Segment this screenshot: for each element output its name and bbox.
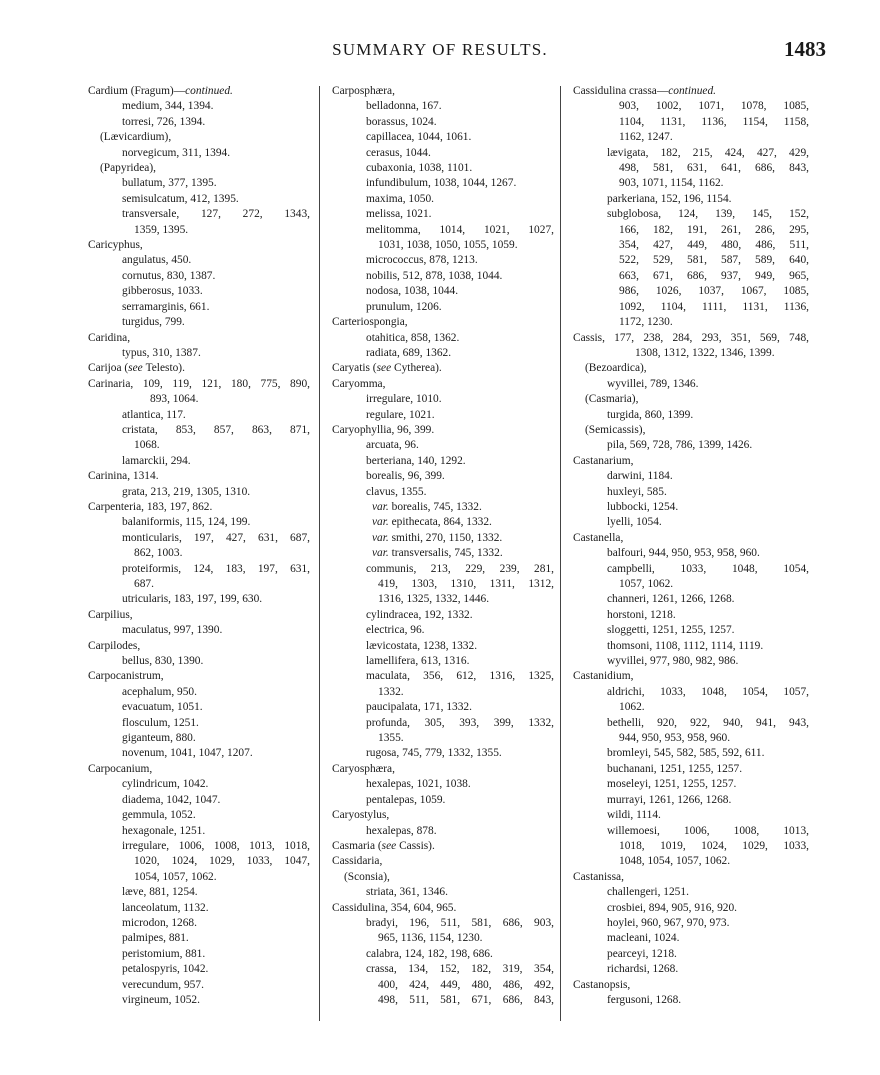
index-entry: (Casmaria),	[585, 393, 639, 406]
index-heading: Carinaria, 109, 119, 121, 180, 775, 890,	[88, 377, 310, 390]
index-entry: 893, 1064.	[150, 393, 199, 406]
index-entry: radiata, 689, 1362.	[366, 346, 452, 359]
index-entry: 903, 1002, 1071, 1078, 1085,	[619, 100, 809, 113]
index-entry: berteriana, 140, 1292.	[366, 454, 466, 467]
index-entry: 687.	[134, 578, 154, 590]
index-entry: 1316, 1325, 1332, 1446.	[378, 593, 490, 606]
index-entry: parkeriana, 152, 196, 1154.	[607, 192, 732, 205]
index-entry: 1018, 1019, 1024, 1029, 1033,	[619, 839, 809, 852]
index-entry: 1104, 1131, 1136, 1154, 1158,	[619, 115, 809, 128]
index-entry: crassa, 134, 152, 182, 319, 354,	[366, 963, 554, 976]
index-entry: bethelli, 920, 922, 940, 941, 943,	[607, 716, 809, 729]
index-entry: horstoni, 1218.	[607, 608, 676, 621]
index-column-2	[332, 84, 554, 1008]
index-heading: Caryostylus,	[332, 809, 390, 822]
index-entry: pentalepas, 1059.	[366, 793, 446, 806]
index-entry: hexalepas, 1021, 1038.	[366, 778, 471, 791]
index-entry: pearceyi, 1218.	[607, 947, 677, 960]
index-entry: (Semicassis),	[585, 423, 646, 436]
index-entry: richardsi, 1268.	[607, 963, 679, 976]
index-entry: communis, 213, 229, 239, 281,	[366, 562, 554, 575]
index-heading: Cassidaria,	[332, 855, 383, 868]
index-entry: 419, 1303, 1310, 1311, 1312,	[378, 578, 554, 590]
index-heading: Castanarium,	[573, 454, 634, 467]
index-entry: 663, 671, 686, 937, 949, 965,	[619, 269, 809, 282]
index-entry: macleani, 1024.	[607, 932, 680, 945]
index-entry: cylindracea, 192, 1332.	[366, 608, 473, 621]
index-entry: fergusoni, 1268.	[607, 993, 682, 1006]
index-entry: wildi, 1114.	[607, 809, 661, 822]
index-entry: novenum, 1041, 1047, 1207.	[122, 747, 253, 760]
index-entry: hexagonale, 1251.	[122, 824, 206, 837]
index-heading: Carpenteria, 183, 197, 862.	[88, 500, 213, 513]
index-entry: 400, 424, 449, 480, 486, 492,	[378, 978, 554, 991]
index-entry: virgineum, 1052.	[122, 993, 200, 1006]
index-entry: 944, 950, 953, 958, 960.	[619, 732, 731, 745]
index-entry: monticularis, 197, 427, 631, 687,	[122, 531, 310, 544]
index-heading: Carteriospongia,	[332, 316, 408, 329]
index-entry: petalospyris, 1042.	[122, 963, 209, 976]
index-entry: acephalum, 950.	[122, 685, 197, 698]
index-entry: 1020, 1024, 1029, 1033, 1047,	[134, 855, 310, 868]
index-entry: wyvillei, 977, 980, 982, 986.	[607, 655, 739, 668]
index-entry: 862, 1003.	[134, 547, 183, 560]
index-entry: bromleyi, 545, 582, 585, 592, 611.	[607, 747, 765, 760]
index-entry: darwini, 1184.	[607, 470, 673, 483]
index-entry: var. transversalis, 745, 1332.	[372, 547, 503, 560]
index-entry: 1355.	[378, 732, 404, 745]
index-heading: Caryomma,	[332, 377, 386, 390]
index-heading: Carposphæra,	[332, 85, 395, 97]
column-divider	[560, 86, 561, 1021]
index-entry: melitomma, 1014, 1021, 1027,	[366, 223, 554, 236]
index-entry: striata, 361, 1346.	[366, 886, 448, 899]
index-entry: 1172, 1230.	[619, 316, 673, 329]
index-entry: 1068.	[134, 439, 160, 452]
index-entry: clavus, 1355.	[366, 485, 427, 498]
index-entry: bellus, 830, 1390.	[122, 655, 204, 668]
index-entry: micrococcus, 878, 1213.	[366, 254, 478, 267]
index-entry: borealis, 96, 399.	[366, 470, 445, 483]
index-entry: 1048, 1054, 1057, 1062.	[619, 855, 731, 868]
index-entry: rugosa, 745, 779, 1332, 1355.	[366, 747, 502, 760]
index-entry: 1057, 1062.	[619, 578, 674, 590]
index-entry: læve, 881, 1254.	[122, 886, 198, 899]
index-entry: evacuatum, 1051.	[122, 701, 203, 714]
index-heading: Caridina,	[88, 331, 131, 344]
index-entry: lyelli, 1054.	[607, 516, 662, 529]
index-heading: Carpocanistrum,	[88, 670, 164, 683]
index-heading: Castanopsis,	[573, 978, 631, 991]
page-header	[0, 37, 880, 64]
index-entry: profunda, 305, 393, 399, 1332,	[366, 716, 554, 729]
index-entry: lanceolatum, 1132.	[122, 901, 209, 914]
index-entry: 903, 1071, 1154, 1162.	[619, 177, 724, 190]
index-entry: 166, 182, 191, 261, 286, 295,	[619, 223, 809, 236]
index-heading: Caryatis (see Cytherea).	[332, 362, 442, 375]
index-entry: challengeri, 1251.	[607, 886, 689, 899]
index-entry: semisulcatum, 412, 1395.	[122, 192, 239, 205]
index-entry: hoylei, 960, 967, 970, 973.	[607, 916, 730, 929]
index-heading: Carijoa (see Telesto).	[88, 362, 185, 375]
index-entry: otahitica, 858, 1362.	[366, 331, 460, 344]
index-entry: lævicostata, 1238, 1332.	[366, 639, 478, 652]
index-entry: (Papyridea),	[100, 162, 156, 175]
index-entry: giganteum, 880.	[122, 732, 196, 745]
index-entry: buchanani, 1251, 1255, 1257.	[607, 762, 743, 775]
index-entry: atlantica, 117.	[122, 408, 186, 421]
index-heading: Cassidulina crassa—continued.	[573, 85, 716, 97]
index-entry: gibberosus, 1033.	[122, 285, 203, 298]
index-entry: irregulare, 1006, 1008, 1013, 1018,	[122, 839, 310, 852]
index-entry: lubbocki, 1254.	[607, 500, 679, 513]
index-entry: 522, 529, 581, 587, 589, 640,	[619, 254, 809, 267]
index-entry: norvegicum, 311, 1394.	[122, 146, 231, 159]
index-entry: (Lævicardium),	[100, 131, 172, 144]
index-heading: Castanella,	[573, 531, 624, 544]
index-entry: angulatus, 450.	[122, 254, 192, 267]
index-entry: thomsoni, 1108, 1112, 1114, 1119.	[607, 639, 764, 652]
index-entry: subglobosa, 124, 139, 145, 152,	[607, 208, 809, 221]
index-entry: maculata, 356, 612, 1316, 1325,	[366, 670, 554, 683]
index-entry: var. epithecata, 864, 1332.	[372, 516, 492, 529]
index-entry: turgidus, 799.	[122, 316, 185, 329]
index-entry: balaniformis, 115, 124, 199.	[122, 516, 251, 529]
index-entry: campbelli, 1033, 1048, 1054,	[607, 562, 809, 575]
index-heading: Carpilodes,	[88, 639, 141, 652]
index-entry: cornutus, 830, 1387.	[122, 269, 216, 282]
index-entry: bullatum, 377, 1395.	[122, 177, 217, 190]
index-entry: 1092, 1104, 1111, 1131, 1136,	[619, 300, 809, 313]
index-entry: typus, 310, 1387.	[122, 346, 201, 359]
column-divider	[319, 86, 320, 1021]
index-entry: (Bezoardica),	[585, 362, 647, 375]
index-entry: lævigata, 182, 215, 424, 427, 429,	[607, 146, 809, 159]
index-entry: irregulare, 1010.	[366, 393, 442, 406]
index-entry: murrayi, 1261, 1266, 1268.	[607, 793, 732, 806]
index-entry: bradyi, 196, 511, 581, 686, 903,	[366, 916, 554, 929]
index-entry: nobilis, 512, 878, 1038, 1044.	[366, 269, 503, 282]
index-entry: 498, 581, 631, 641, 686, 843,	[619, 162, 809, 175]
index-entry: calabra, 124, 182, 198, 686.	[366, 947, 493, 960]
index-entry: melissa, 1021.	[366, 208, 432, 221]
index-entry: gemmula, 1052.	[122, 809, 196, 822]
index-heading: Caryophyllia, 96, 399.	[332, 423, 435, 436]
index-entry: maculatus, 997, 1390.	[122, 624, 223, 637]
index-entry: moseleyi, 1251, 1255, 1257.	[607, 778, 737, 791]
index-entry: var. borealis, 745, 1332.	[372, 500, 482, 513]
index-entry: 1162, 1247.	[619, 131, 673, 144]
index-heading: Cassidulina, 354, 604, 965.	[332, 901, 457, 914]
index-entry: belladonna, 167.	[366, 100, 442, 113]
index-entry: 1054, 1057, 1062.	[134, 870, 217, 883]
index-heading: Carinina, 1314.	[88, 470, 159, 483]
index-column-3	[573, 84, 809, 1008]
index-entry: pila, 569, 728, 786, 1399, 1426.	[607, 439, 753, 452]
index-entry: (Sconsia),	[344, 870, 390, 883]
index-entry: infundibulum, 1038, 1044, 1267.	[366, 177, 517, 190]
index-heading: Caryosphæra,	[332, 762, 395, 775]
index-column-1	[88, 84, 310, 1008]
index-heading: Cardium (Fragum)—continued.	[88, 85, 233, 97]
index-entry: channeri, 1261, 1266, 1268.	[607, 593, 735, 606]
index-entry: serramarginis, 661.	[122, 300, 210, 313]
index-entry: sloggetti, 1251, 1255, 1257.	[607, 624, 735, 637]
index-entry: cubaxonia, 1038, 1101.	[366, 162, 473, 175]
index-entry: 1031, 1038, 1050, 1055, 1059.	[378, 239, 518, 252]
page-title: SUMMARY OF RESULTS.	[332, 40, 548, 59]
index-heading: Carpilius,	[88, 608, 133, 621]
index-entry: flosculum, 1251.	[122, 716, 199, 729]
index-entry: palmipes, 881.	[122, 932, 189, 945]
index-heading: Castanidium,	[573, 670, 634, 683]
index-entry: transversale, 127, 272, 1343,	[122, 208, 310, 221]
index-heading: Casmaria (see Cassis).	[332, 839, 435, 852]
index-entry: cylindricum, 1042.	[122, 778, 209, 791]
index-entry: nodosa, 1038, 1044.	[366, 285, 459, 298]
index-entry: cristata, 853, 857, 863, 871,	[122, 423, 310, 436]
index-entry: utricularis, 183, 197, 199, 630.	[122, 593, 263, 606]
index-entry: verecundum, 957.	[122, 978, 204, 991]
index-entry: aldrichi, 1033, 1048, 1054, 1057,	[607, 685, 809, 698]
index-entry: diadema, 1042, 1047.	[122, 793, 221, 806]
index-entry: 498, 511, 581, 671, 686, 843,	[378, 993, 554, 1006]
index-entry: proteiformis, 124, 183, 197, 631,	[122, 562, 310, 575]
index-entry: balfouri, 944, 950, 953, 958, 960.	[607, 547, 760, 560]
index-entry: lamarckii, 294.	[122, 454, 191, 467]
index-heading: Castanissa,	[573, 870, 624, 883]
index-entry: maxima, 1050.	[366, 192, 435, 205]
index-heading: Cassis, 177, 238, 284, 293, 351, 569, 748,	[573, 331, 809, 344]
index-heading: Caricyphus,	[88, 239, 143, 252]
index-entry: microdon, 1268.	[122, 916, 197, 929]
index-entry: willemoesi, 1006, 1008, 1013,	[607, 824, 809, 837]
index-entry: turgida, 860, 1399.	[607, 408, 694, 421]
index-entry: 354, 427, 449, 480, 486, 511,	[619, 239, 809, 252]
index-entry: crosbiei, 894, 905, 916, 920.	[607, 901, 738, 914]
index-entry: var. smithi, 270, 1150, 1332.	[372, 531, 503, 544]
index-entry: prunulum, 1206.	[366, 300, 442, 313]
index-entry: grata, 213, 219, 1305, 1310.	[122, 485, 251, 498]
index-entry: regulare, 1021.	[366, 408, 435, 421]
index-heading: Carpocanium,	[88, 762, 153, 775]
index-entry: peristomium, 881.	[122, 947, 206, 960]
index-entry: huxleyi, 585.	[607, 485, 667, 498]
index-entry: capillacea, 1044, 1061.	[366, 131, 472, 144]
index-entry: lamellifera, 613, 1316.	[366, 655, 470, 668]
page-number: 1483	[784, 37, 826, 61]
index-entry: 1062.	[619, 701, 645, 714]
index-entry: cerasus, 1044.	[366, 146, 431, 159]
index-entry: arcuata, 96.	[366, 439, 419, 452]
index-entry: hexalepas, 878.	[366, 824, 437, 837]
index-entry: 1359, 1395.	[134, 223, 189, 236]
index-entry: paucipalata, 171, 1332.	[366, 701, 472, 714]
index-entry: torresi, 726, 1394.	[122, 115, 206, 128]
index-entry: 1308, 1312, 1322, 1346, 1399.	[635, 346, 775, 359]
index-entry: medium, 344, 1394.	[122, 100, 214, 113]
index-entry: 965, 1136, 1154, 1230.	[378, 932, 483, 945]
index-entry: borassus, 1024.	[366, 115, 437, 128]
index-entry: 1332.	[378, 685, 404, 698]
index-entry: wyvillei, 789, 1346.	[607, 377, 699, 390]
index-entry: electrica, 96.	[366, 624, 425, 637]
index-entry: 986, 1026, 1037, 1067, 1085,	[619, 285, 809, 298]
